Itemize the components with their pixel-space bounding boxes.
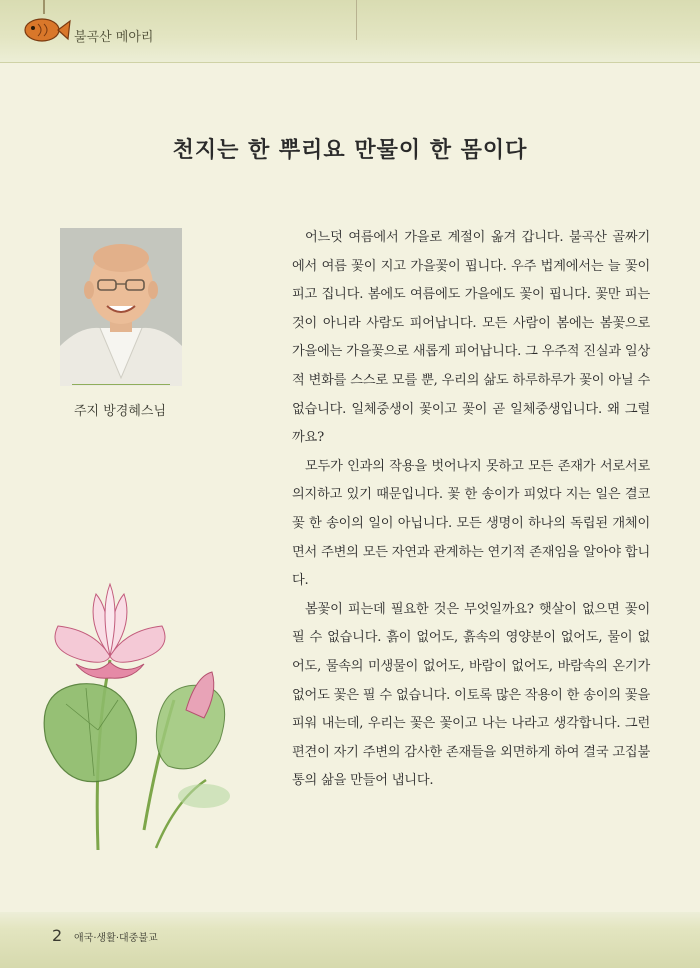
fish-ornament-icon [14,0,74,52]
portrait-monk [60,228,182,386]
paragraph: 모두가 인과의 작용을 벗어나지 못하고 모든 존재가 서로서로 의지하고 있기 때문입니다. 꽃 한 송이가 피었다 지는 일은 결코 꽃 한 송이의 일이 아닙니다. 모든 생명이 하나의 독립된 개체이면서 주변의 모든 자연과 관계하는 연기적 존재임을 알아야 합니다. [292,458,650,589]
section-label: 불곡산 메아리 [74,30,154,45]
paragraph: 봄꽃이 피는데 필요한 것은 무엇일까요? 햇살이 없으면 꽃이 필 수 없습니다. 흙이 없어도, 흙속의 영양분이 없어도, 물이 없어도, 물속의 미생물이 없어도, 바람이 없어도, 바람속의 온기가 없어도 꽃은 필 수 없습니다. 이토록 많은 작용이 한 송이의 꽃을 피워 내는데, 우리는 꽃은 꽃이고 나는 나라고 생각합니다. 그런 편견이 자기 주변의 감사한 존재들을 외면하게 하여 결국 고집불통의 삶을 만들어 냅니다. [292,601,650,789]
decorative-string [356,0,357,40]
author-photo [60,228,182,386]
page-number: 2 [52,926,63,945]
footer-tagline: 애국·생활·대중불교 [74,933,158,944]
photo-caption: 주지 방경혜스님 [73,404,167,419]
lotus-illustration [36,580,236,850]
page-title: 천지는 한 뿌리요 만물이 한 몸이다 [172,137,528,163]
caption-rule [72,384,170,385]
paragraph: 어느덧 여름에서 가을로 계절이 옮겨 갑니다. 불곡산 골짜기에서 여름 꽃이 지고 가을꽃이 핍니다. 우주 법계에서는 늘 꽃이 피고 집니다. 봄에도 여름에도 가을에도 꽃이 핍니다. 꽃만 피는 것이 아니라 사람도 피어납니다. 모든 사람이 봄에는 봄꽃으로 가을에는 가을꽃으로 새롭게 피어납니다. 그 우주적 진실과 일상적 변화를 스스로 모를 뿐, 우리의 삶도 하루하루가 꽃이 아닐 수 없습니다. 일체중생이 꽃이고 꽃이 곧 일체중생입니다. 왜 그럴까요? [292,230,650,446]
article-body [292,224,650,796]
